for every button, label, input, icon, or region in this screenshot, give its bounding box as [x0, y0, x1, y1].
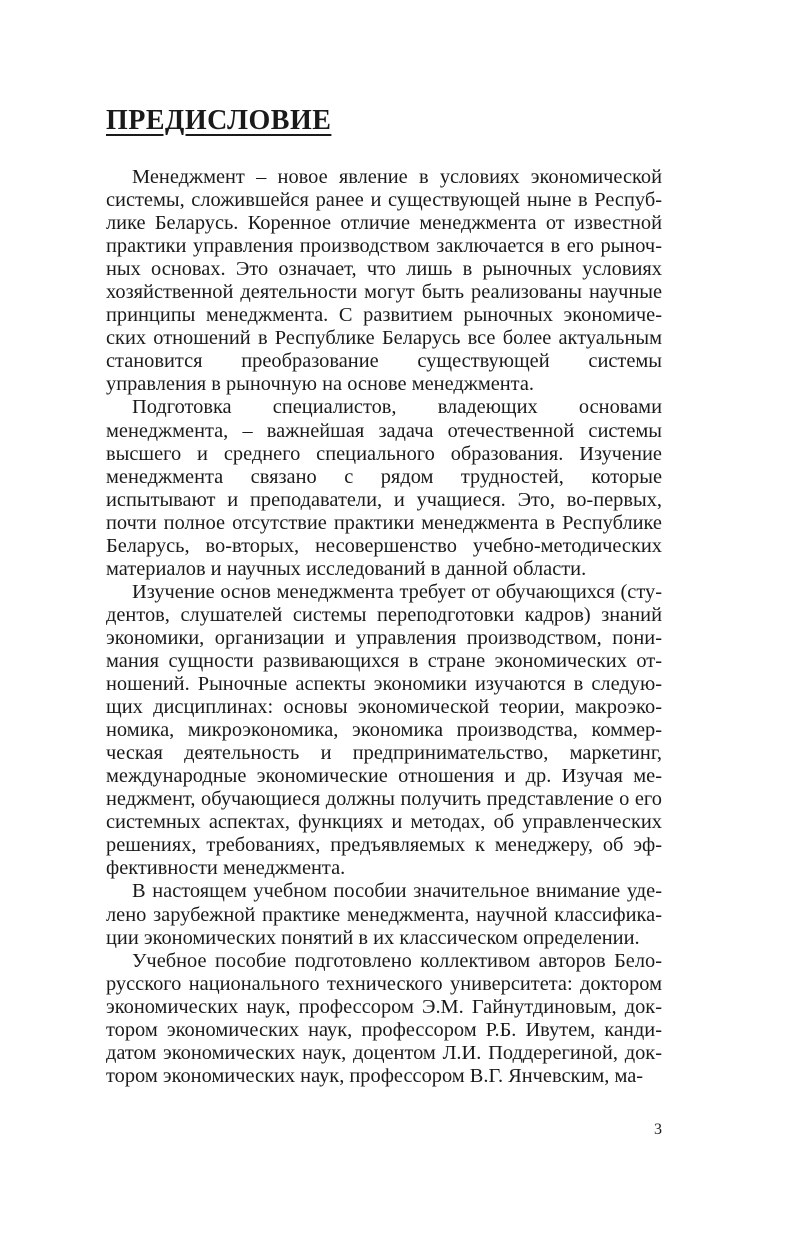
paragraph-4: В настоящем учебном пособии значительное внимание уделено зарубежной практике менеджмента, научной классификации экономических понятий в их классическом определении. [106, 880, 662, 949]
paragraph-2: Подготовка специалистов, владеющих основами менеджмента, – важнейшая задача отечественной системы высшего и среднего специального образования. Изучение менеджмента связано с рядом трудностей, которые испытывают и преподаватели, и учащиеся. Это, во-первых, почти полное отсутствие практики менеджмента в Республике Беларусь, во-вторых, несовершенство учебно-методических материалов и научных исследований в данной области. [106, 396, 662, 580]
paragraph-3: Изучение основ менеджмента требует от обучающихся (студентов, слушателей системы переподготовки кадров) знаний экономики, организации и управления производством, понимания сущности развивающихся в стране экономических отношений. Рыночные аспекты экономики изучаются в следующих дисциплинах: основы экономической теории, макроэкономика, микроэкономика, экономика производства, коммерческая деятельность и предпринимательство, маркетинг, международные экономические отношения и др. Изучая менеджмент, обучающиеся должны получить представление о его системных аспектах, функциях и методах, об управленческих решениях, требованиях, предъявляемых к менеджеру, об эффективности менеджмента. [106, 580, 662, 880]
paragraph-5: Учебное пособие подготовлено коллективом авторов Белорусского национального технического университета: доктором экономических наук, профессором Э.М. Гайнутдиновым, доктором экономических наук, профессором Р.Б. Ивутем, кандидатом экономических наук, доцентом Л.И. Поддерегиной, доктором экономических наук, профессором В.Г. Янчевским, ма- [106, 949, 662, 1087]
body-text [106, 166, 662, 1088]
page-title: ПРЕДИСЛОВИЕ [106, 105, 332, 136]
paragraph-1: Менеджмент – новое явление в условиях экономической системы, сложившейся ранее и существующей ныне в Республике Беларусь. Коренное отличие менеджмента от известной практики управления производством заключается в его рыночных основах. Это означает, что лишь в рыночных условиях хозяйственной деятельности могут быть реализованы научные принципы менеджмента. С развитием рыночных экономических отношений в Республике Беларусь все более актуальным становится преобразование существующей системы управления в рыночную на основе менеджмента. [106, 166, 662, 396]
page-number: 3 [654, 1121, 662, 1138]
